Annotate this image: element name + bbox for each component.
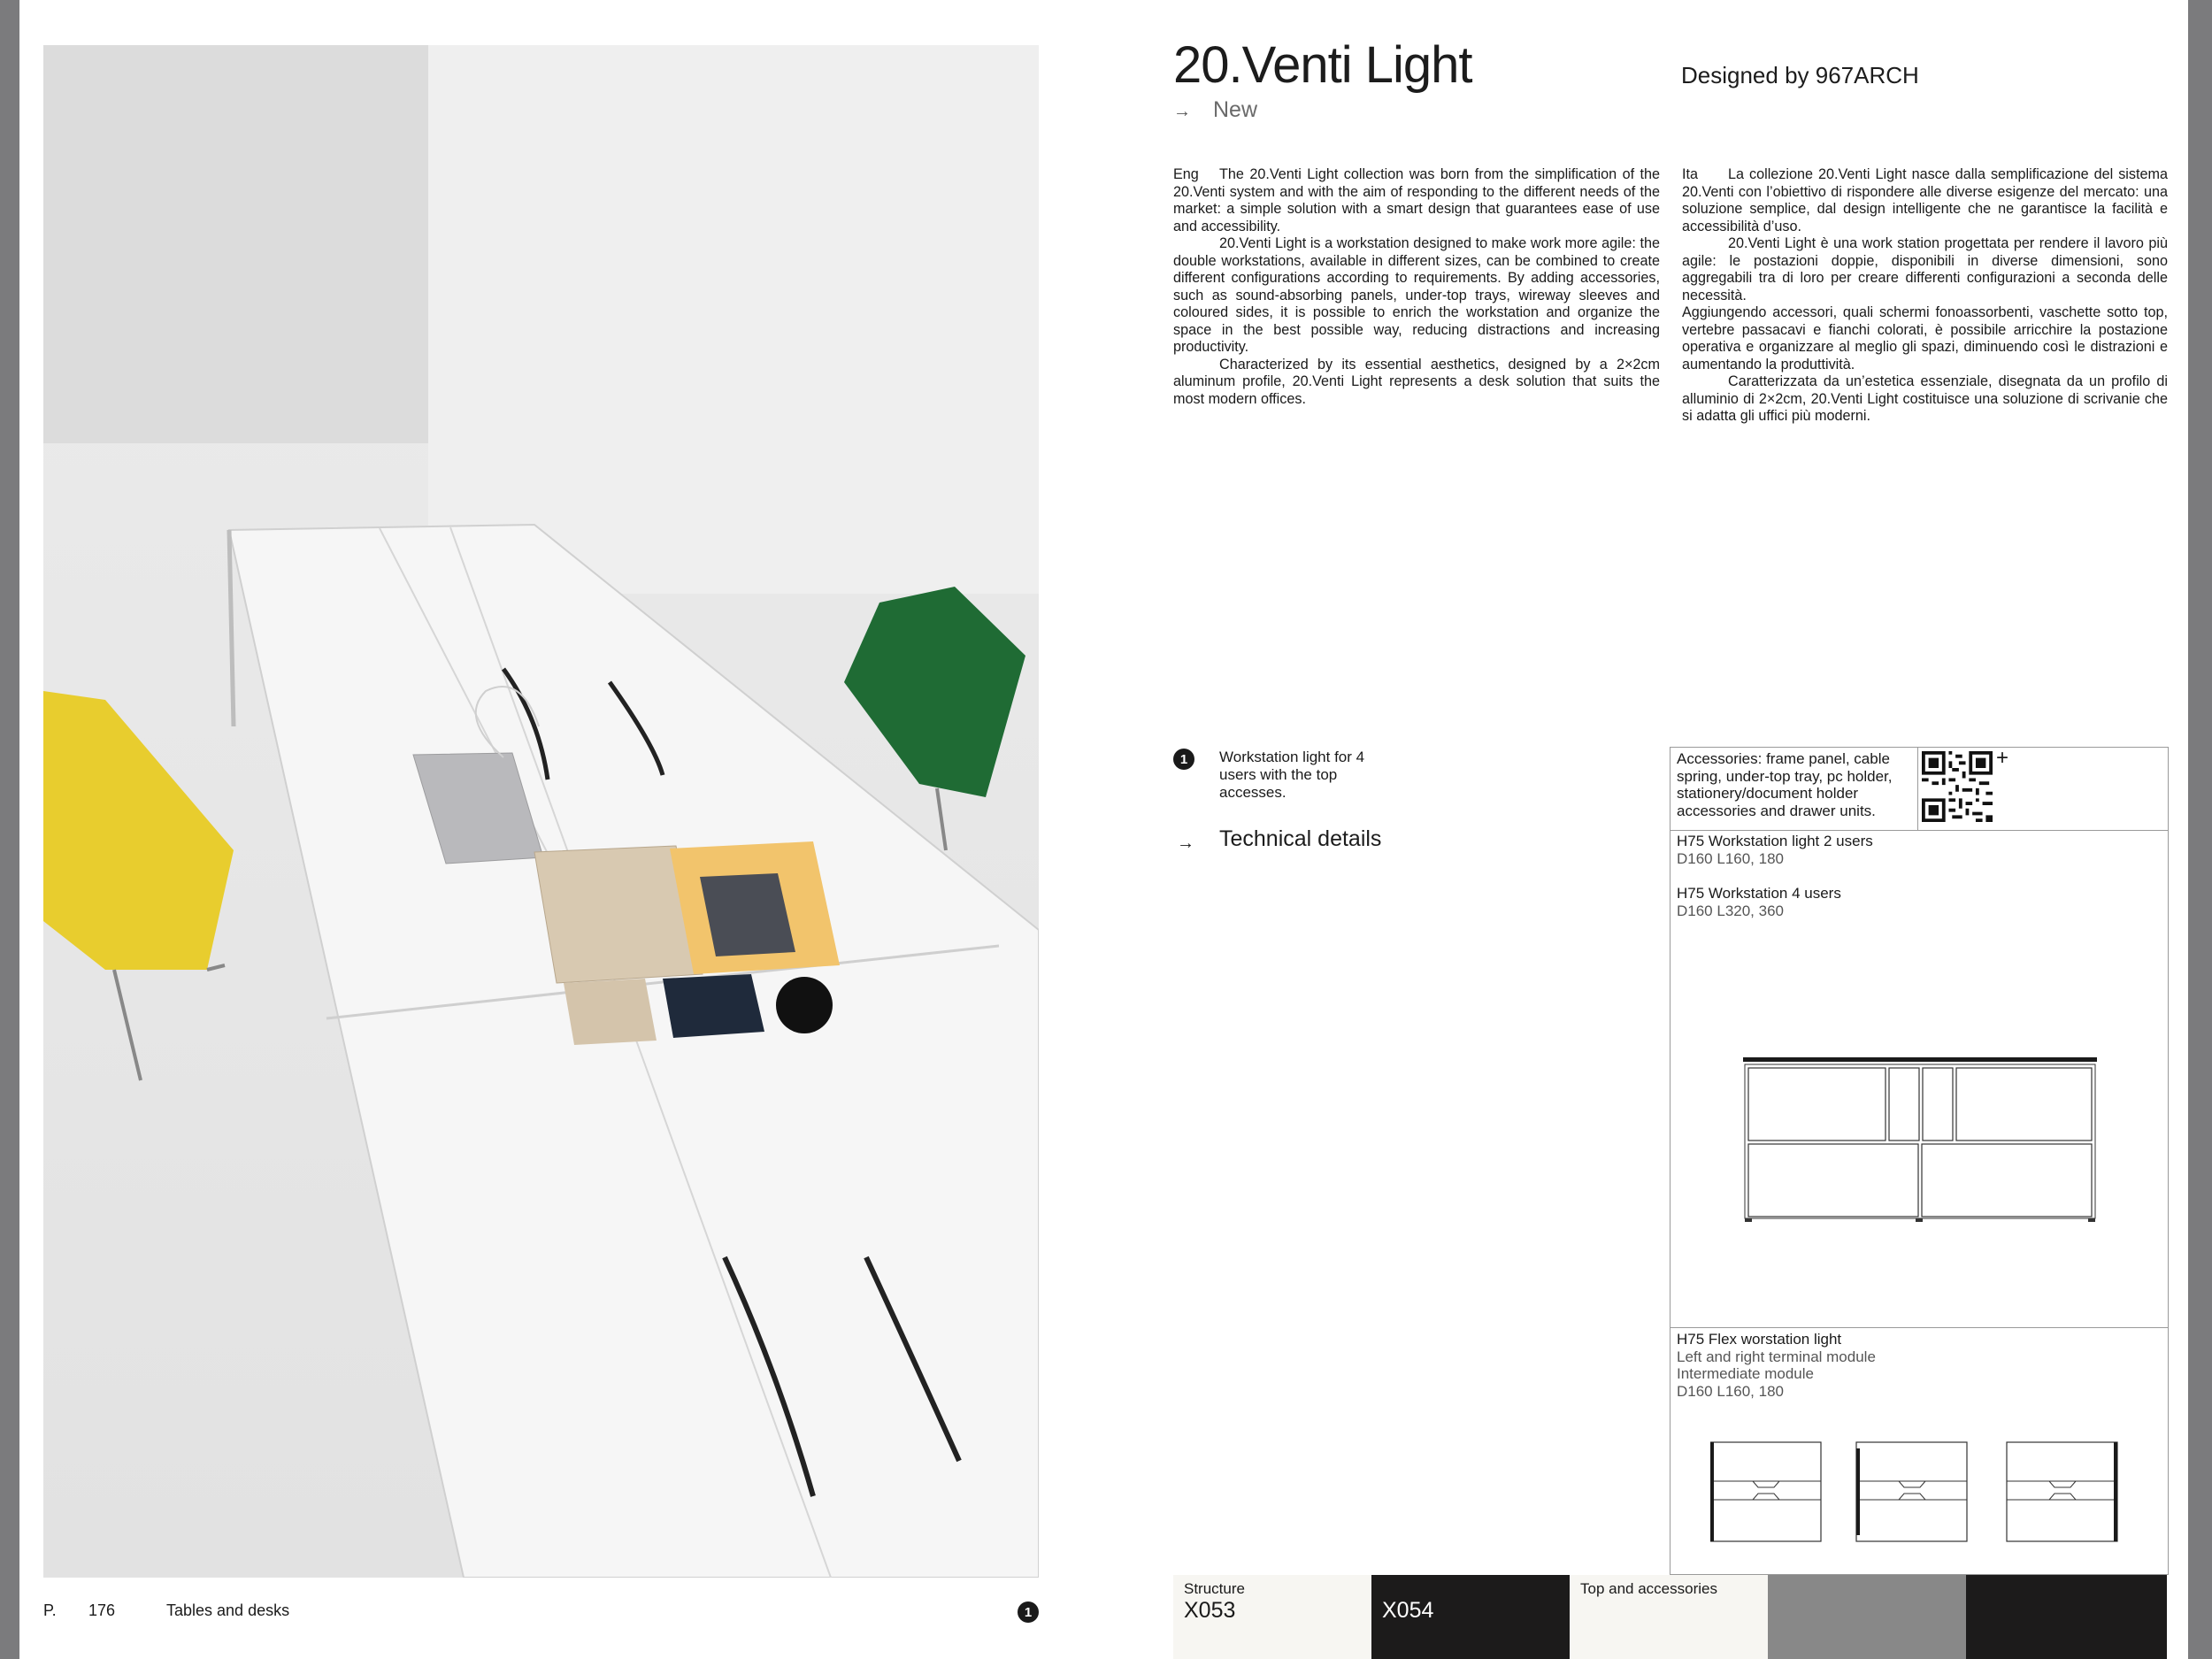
- page-prefix: P.: [43, 1601, 57, 1619]
- accessories-cell: [1671, 748, 1918, 831]
- workstation-plan-drawing: [1743, 1057, 2097, 1225]
- ita-paragraph-4: Caratterizzata da un’estetica essenziale, disegnata da un profilo di alluminio di 2×2cm, 20.Venti Light costituisce una soluzione di scrivanie che si adatta gli uffici più moderni.: [1682, 373, 2168, 424]
- arrow-right-icon: →: [1173, 102, 1191, 121]
- qr-cell: [1918, 748, 2168, 831]
- spec-title: H75 Flex worstation light: [1677, 1331, 1842, 1348]
- page-number: 176: [88, 1601, 116, 1619]
- divider: [1671, 1327, 2168, 1328]
- new-label: New: [1213, 97, 1258, 122]
- designer-credit: Designed by 967ARCH: [1681, 62, 1919, 88]
- module-middle: [1856, 1442, 1967, 1541]
- swatch-structure-x053: [1173, 1575, 1371, 1659]
- eng-paragraph-2: 20.Venti Light is a workstation designed to make work more agile: the double workstations, available in different sizes, can be combined to create different configurations according to requirements. By adding accessories, such as sound-absorbing panels, under-top trays, wireway sleeves and coloured sides, it is possible to enrich the workstation and organize the space in the best possible way, reducing distractions and increasing productivity.: [1173, 235, 1660, 355]
- language-tag-ita: Ita: [1682, 166, 1698, 182]
- accessories-text: Accessories: frame panel, cable spring, under-top tray, pc holder, stationery/document holder accessories and drawer units.: [1677, 750, 1893, 819]
- spec-dimensions: D160 L160, 180: [1677, 1382, 1784, 1400]
- language-tag-eng: Eng: [1173, 166, 1199, 182]
- swatch-title: Top and accessories: [1580, 1580, 1717, 1597]
- footer-callout-badge: 1: [1018, 1601, 1039, 1623]
- flex-modules-drawing: [1710, 1438, 2135, 1548]
- qr-code[interactable]: [1922, 751, 1993, 822]
- description-italian: [1682, 166, 2168, 426]
- wall-panel: [43, 45, 428, 443]
- swatch-top-accessories-grey: [1768, 1575, 1966, 1659]
- product-title: 20.Venti Light: [1173, 36, 1472, 94]
- eng-paragraph-3: Characterized by its essential aesthetics, designed by a 2×2cm aluminum profile, 20.Venti Light represents a desk solution that suits the most modern offices.: [1173, 356, 1660, 407]
- ita-paragraph-1: La collezione 20.Venti Light nasce dalla semplificazione del sistema 20.Venti con l’obiettivo di rispondere alle diverse esigenze del mercato: una soluzione semplice, dal design intelligente che ne garantisce la facilità e accessibilità d’uso.: [1682, 166, 2168, 234]
- spec-module-intermediate: Intermediate module: [1677, 1365, 1814, 1382]
- swatch-top-accessories-dark: [1966, 1575, 2167, 1659]
- section-name: Tables and desks: [166, 1601, 290, 1619]
- callout-badge: 1: [1173, 749, 1194, 770]
- ita-paragraph-2: 20.Venti Light è una work station progettata per rendere il lavoro più agile: le postazioni doppie, disponibili in diverse dimensioni, sono aggregabili tra di loro per creare differenti configurazioni a seconda delle necessità.: [1682, 235, 2168, 303]
- dark-book: [663, 974, 764, 1038]
- spec-item: [1677, 833, 1873, 867]
- technical-details-link[interactable]: Technical details: [1219, 826, 1382, 851]
- spec-item: [1677, 1331, 1876, 1400]
- spec-dimensions: D160 L320, 360: [1677, 902, 1784, 919]
- swatch-x054: [1371, 1575, 1570, 1659]
- callout-text: Workstation light for 4 users with the top accesses.: [1219, 749, 1365, 801]
- product-photo: [43, 45, 1039, 1578]
- module-left: [1710, 1442, 1821, 1541]
- small-box: [564, 979, 657, 1045]
- spec-dimensions: D160 L160, 180: [1677, 849, 1784, 867]
- swatch-top-accessories-light: [1570, 1575, 1768, 1659]
- ita-paragraph-3: Aggiungendo accessori, quali schermi fonoassorbenti, vaschette sotto top, vertebre passacavi e fianchi colorati, è possibile arricchire la postazione operativa e organizzare al meglio gli spazi, diminuendo così le distrazioni e aumentando la produttività.: [1682, 304, 2168, 373]
- spec-item: [1677, 885, 1841, 919]
- module-right: [2007, 1442, 2117, 1541]
- arrow-right-icon: →: [1177, 833, 1194, 853]
- swatch-title: Structure: [1184, 1580, 1245, 1597]
- spec-module-left-right: Left and right terminal module: [1677, 1348, 1876, 1365]
- plus-icon: +: [1996, 746, 2009, 770]
- spec-title: H75 Workstation 4 users: [1677, 885, 1841, 902]
- eng-paragraph-1: The 20.Venti Light collection was born from the simplification of the 20.Venti system and with the aim of responding to the different needs of the market: a simple solution with a smart design that guarantees ease of use and accessibility.: [1173, 166, 1660, 234]
- description-english: [1173, 166, 1660, 408]
- spec-title: H75 Workstation light 2 users: [1677, 833, 1873, 849]
- swatch-code: X054: [1382, 1598, 1434, 1623]
- black-sphere: [776, 977, 833, 1033]
- spec-box: [1670, 747, 2169, 1575]
- swatch-code: X053: [1184, 1598, 1236, 1623]
